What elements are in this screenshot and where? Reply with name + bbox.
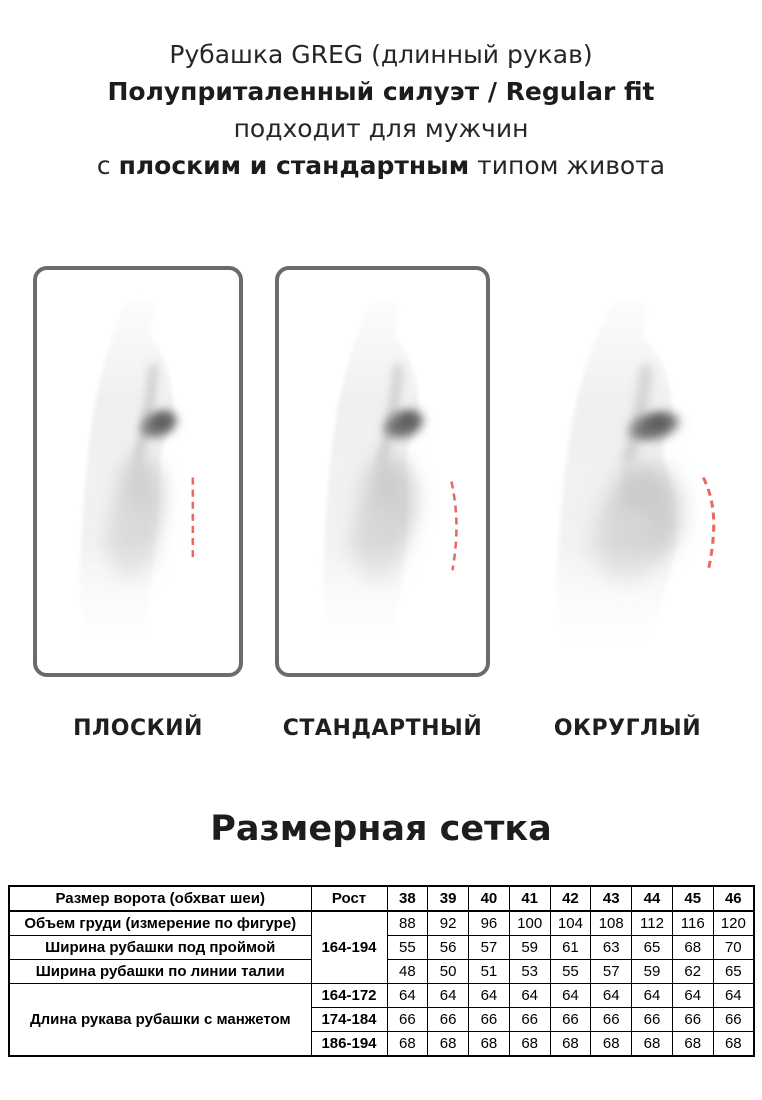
value-cell: 57 [469, 936, 510, 960]
value-cell: 64 [632, 984, 673, 1008]
standard-belly-label: СТАНДАРТНЫЙ [282, 716, 483, 741]
value-cell: 59 [632, 960, 673, 984]
size-header-cell: 46 [713, 886, 754, 911]
suits-for-line: подходит для мужчин [233, 114, 529, 143]
value-cell: 64 [469, 984, 510, 1008]
value-cell: 96 [469, 911, 510, 936]
size-table [8, 885, 755, 1057]
value-cell: 51 [469, 960, 510, 984]
value-cell: 66 [469, 1008, 510, 1032]
belly-line-bold: плоским и стандартным [118, 151, 470, 180]
value-cell: 55 [387, 936, 428, 960]
value-cell: 100 [509, 911, 550, 936]
size-header-cell: 41 [509, 886, 550, 911]
value-cell: 66 [713, 1008, 754, 1032]
product-title-line: Рубашка GREG (длинный рукав) [169, 40, 593, 69]
value-cell: 66 [672, 1008, 713, 1032]
size-header-cell: 43 [591, 886, 632, 911]
value-cell: 65 [632, 936, 673, 960]
round-belly-label: ОКРУГЛЫЙ [553, 716, 702, 741]
value-cell: 120 [713, 911, 754, 936]
value-cell: 66 [550, 1008, 591, 1032]
header-label-cell: Размер ворота (обхват шеи) [9, 886, 311, 911]
value-cell: 68 [550, 1032, 591, 1057]
value-cell: 66 [509, 1008, 550, 1032]
standard-belly-torso-illustration [279, 270, 486, 673]
rost-merged-cell: 164-194 [311, 911, 387, 984]
value-cell: 68 [387, 1032, 428, 1057]
value-cell: 64 [550, 984, 591, 1008]
value-cell: 68 [428, 1032, 469, 1057]
value-cell: 57 [591, 960, 632, 984]
size-header-cell: 40 [469, 886, 510, 911]
table-row [9, 911, 754, 936]
value-cell: 66 [387, 1008, 428, 1032]
value-cell: 66 [632, 1008, 673, 1032]
header-rost-cell: Рост [311, 886, 387, 911]
value-cell: 63 [591, 936, 632, 960]
value-cell: 48 [387, 960, 428, 984]
round-belly-torso-illustration [505, 270, 750, 673]
size-header-cell: 38 [387, 886, 428, 911]
size-table-wrapper [8, 885, 755, 1057]
value-cell: 66 [428, 1008, 469, 1032]
header-text-block [0, 36, 762, 184]
value-cell: 65 [713, 960, 754, 984]
flat-belly-figure-box [33, 266, 243, 677]
value-cell: 68 [713, 1032, 754, 1057]
value-cell: 92 [428, 911, 469, 936]
table-header-row [9, 886, 754, 911]
round-belly-figure [505, 270, 750, 673]
belly-type-line [0, 147, 762, 184]
sleeve-label-cell: Длина рукава рубашки с манжетом [9, 984, 311, 1057]
row-label-cell: Объем груди (измерение по фигуре) [9, 911, 311, 936]
size-header-cell: 44 [632, 886, 673, 911]
size-header-cell: 39 [428, 886, 469, 911]
value-cell: 68 [591, 1032, 632, 1057]
value-cell: 64 [428, 984, 469, 1008]
size-header-cell: 45 [672, 886, 713, 911]
value-cell: 104 [550, 911, 591, 936]
size-header-cell: 42 [550, 886, 591, 911]
value-cell: 62 [672, 960, 713, 984]
standard-belly-figure-box [275, 266, 490, 677]
value-cell: 64 [713, 984, 754, 1008]
value-cell: 108 [591, 911, 632, 936]
flat-belly-label: ПЛОСКИЙ [73, 716, 203, 741]
value-cell: 66 [591, 1008, 632, 1032]
rost-cell: 164-172 [311, 984, 387, 1008]
value-cell: 68 [509, 1032, 550, 1057]
flat-belly-torso-illustration [37, 270, 239, 673]
value-cell: 64 [591, 984, 632, 1008]
table-row [9, 984, 754, 1008]
value-cell: 68 [672, 1032, 713, 1057]
value-cell: 68 [469, 1032, 510, 1057]
rost-cell: 186-194 [311, 1032, 387, 1057]
belly-line-prefix: с [96, 151, 119, 180]
value-cell: 61 [550, 936, 591, 960]
rost-cell: 174-184 [311, 1008, 387, 1032]
value-cell: 68 [632, 1032, 673, 1057]
value-cell: 56 [428, 936, 469, 960]
value-cell: 64 [672, 984, 713, 1008]
value-cell: 55 [550, 960, 591, 984]
value-cell: 50 [428, 960, 469, 984]
value-cell: 68 [672, 936, 713, 960]
value-cell: 88 [387, 911, 428, 936]
value-cell: 116 [672, 911, 713, 936]
fit-type-line: Полуприталенный силуэт / Regular fit [107, 77, 655, 106]
value-cell: 53 [509, 960, 550, 984]
value-cell: 112 [632, 911, 673, 936]
value-cell: 70 [713, 936, 754, 960]
belly-line-suffix: типом живота [469, 151, 666, 180]
row-label-cell: Ширина рубашки по линии талии [9, 960, 311, 984]
value-cell: 64 [387, 984, 428, 1008]
value-cell: 64 [509, 984, 550, 1008]
row-label-cell: Ширина рубашки под проймой [9, 936, 311, 960]
size-grid-title: Размерная сетка [210, 809, 552, 849]
value-cell: 59 [509, 936, 550, 960]
